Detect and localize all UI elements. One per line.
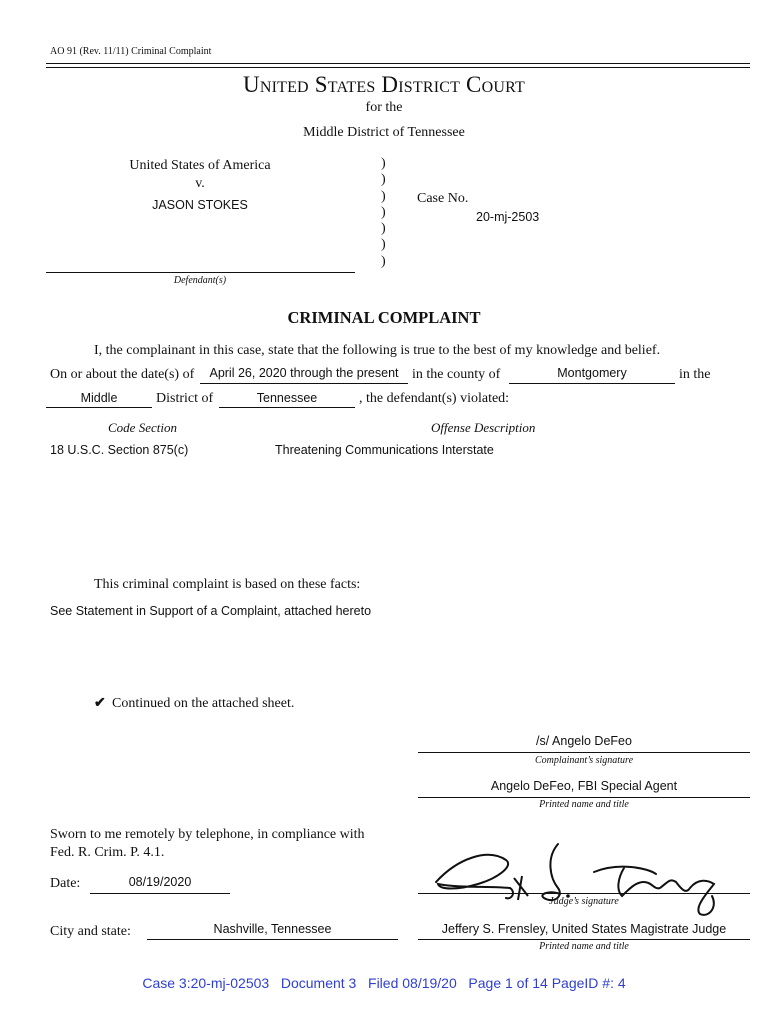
in-county-label: in the county of [412,367,501,382]
county-name: Montgomery [557,366,627,380]
offense-description: Threatening Communications Interstate [275,443,494,457]
checkbox-checked-icon: ✔ [94,694,106,710]
caption-parens: ) ) ) ) ) ) ) [381,156,386,269]
date-value: 08/19/2020 [128,875,192,889]
offense-header: Offense Description [431,420,536,435]
for-the: for the [365,100,403,115]
defendant-rule [46,272,355,273]
plaintiff: United States of America [129,158,271,173]
header-rule-top [46,63,750,64]
facts-intro: This criminal complaint is based on these facts: [94,577,361,592]
district-name: Middle District of Tennessee [303,125,465,140]
offense-dates: April 26, 2020 through the present [209,366,399,380]
versus: v. [195,176,205,191]
dates-rule [200,383,408,384]
in-the-label: in the [679,367,711,382]
state-rule [219,407,355,408]
code-section: 18 U.S.C. Section 875(c) [50,443,189,457]
district-part: Middle [80,391,118,405]
continued-label: Continued on the attached sheet. [112,696,295,711]
complainant-sig-label: Complainant’s signature [534,755,634,766]
complainant-printed-label: Printed name and title [539,799,629,810]
intro-statement: I, the complainant in this case, state that the following is true to the best of my knowledge and belief. [94,343,661,358]
form-id: AO 91 (Rev. 11/11) Criminal Complaint [50,46,212,57]
header-rule-bottom [46,67,750,68]
code-section-header: Code Section [108,420,177,435]
date-label: Date: [50,876,81,891]
defendant-name: JASON STOKES [152,198,248,212]
complainant-signature: /s/ Angelo DeFeo [536,734,632,748]
judge-sig-rule [418,893,750,894]
district-of-label: District of [156,391,214,406]
complainant-sig-rule [418,752,750,753]
city-state: Nashville, Tennessee [213,922,332,936]
facts-statement: See Statement in Support of a Complaint, attached hereto [50,604,372,618]
county-rule [509,383,675,384]
district-part-rule [46,407,152,408]
judge-sig-label: Judge’s signature [549,896,619,907]
judge-printed-label: Printed name and title [539,941,629,952]
city-label: City and state: [50,924,131,939]
violated-label: , the defendant(s) violated: [359,391,510,406]
case-no-label: Case No. [417,191,469,206]
complainant-name-rule [418,797,750,798]
complainant-name: Angelo DeFeo, FBI Special Agent [490,779,678,793]
judge-name-rule [418,939,750,940]
on-or-about-label: On or about the date(s) of [50,367,195,382]
sworn-line-2: Fed. R. Crim. P. 4.1. [50,845,165,860]
defendant-label: Defendant(s) [173,275,227,286]
complaint-title: CRIMINAL COMPLAINT [287,308,481,327]
state-name: Tennessee [256,391,318,405]
date-rule [90,893,230,894]
sworn-line-1: Sworn to me remotely by telephone, in compliance with [50,827,365,842]
court-title: United States District Court [243,72,525,97]
city-rule [147,939,398,940]
case-no: 20-mj-2503 [476,210,540,224]
judge-name: Jeffery S. Frensley, United States Magistrate Judge [441,922,727,936]
case-stamp: Case 3:20-mj-02503 Document 3 Filed 08/19/20 Page 1 of 14 PageID #: 4 [142,975,626,991]
